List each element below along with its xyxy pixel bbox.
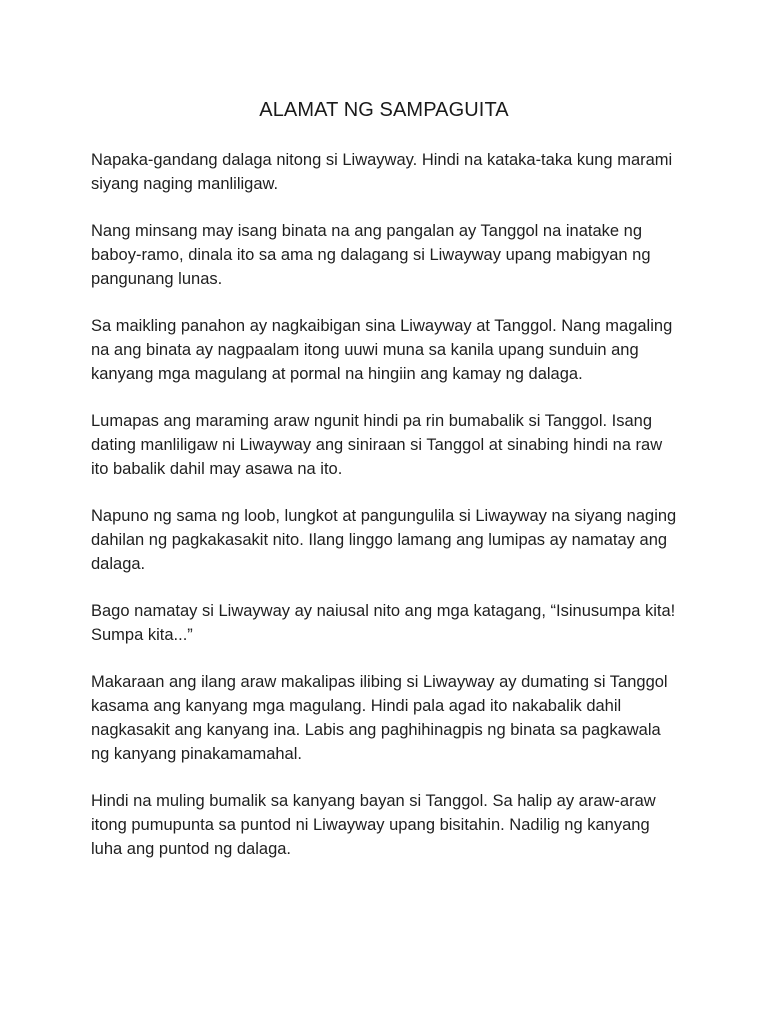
document-body — [91, 148, 681, 884]
paragraph-4: Lumapas ang maraming araw ngunit hindi pa rin bumabalik si Tanggol. Isang dating manliligaw ni Liwayway ang siniraan si Tanggol at sinabing hindi na raw ito babalik dahil may asawa na ito. — [91, 412, 663, 478]
paragraph-5: Napuno ng sama ng loob, lungkot at pangungulila si Liwayway na siyang naging dahilan ng pagkakasakit nito. Ilang linggo lamang ang lumipas ay namatay ang dalaga. — [91, 507, 677, 573]
document-title: ALAMAT NG SAMPAGUITA — [259, 99, 509, 121]
paragraph-6: Bago namatay si Liwayway ay naiusal nito ang mga katagang, “Isinusumpa kita! Sumpa kita...” — [91, 602, 676, 644]
paragraph-7: Makaraan ang ilang araw makalipas ilibing si Liwayway ay dumating si Tanggol kasama ang kanyang mga magulang. Hindi pala agad ito nakabalik dahil nagkasakit ang kanyang ina. Labis ang paghihinagpis ng binata sa pagkawala ng kanyang pinakamamahal. — [91, 673, 668, 763]
paragraph-8: Hindi na muling bumalik sa kanyang bayan si Tanggol. Sa halip ay araw-araw itong pumupunta sa puntod ni Liwayway upang bisitahin. Nadilig ng kanyang luha ang puntod ng dalaga. — [91, 792, 656, 858]
paragraph-1: Napaka-gandang dalaga nitong si Liwayway. Hindi na kataka-taka kung marami siyang naging manliligaw. — [91, 151, 673, 193]
paragraph-3: Sa maikling panahon ay nagkaibigan sina Liwayway at Tanggol. Nang magaling na ang binata ay nagpaalam itong uuwi muna sa kanila upang sunduin ang kanyang mga magulang at pormal na hingiin ang kamay ng dalaga. — [91, 317, 673, 383]
paragraph-2: Nang minsang may isang binata na ang pangalan ay Tanggol na inatake ng baboy-ramo, dinala ito sa ama ng dalagang si Liwayway upang mabigyan ng pangunang lunas. — [91, 222, 651, 288]
